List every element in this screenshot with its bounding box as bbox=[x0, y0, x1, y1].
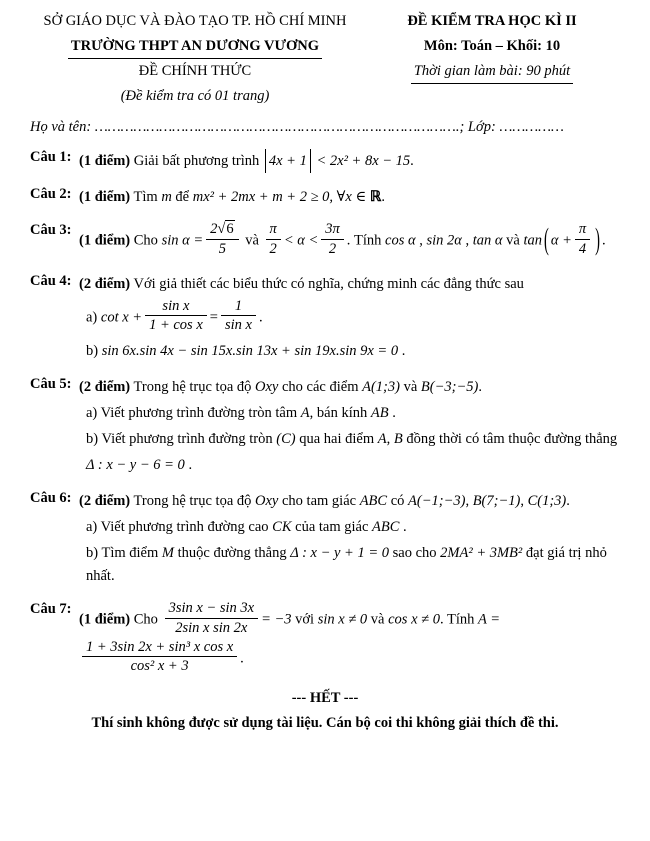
department-name: SỞ GIÁO DỤC VÀ ĐÀO TẠO TP. HỒ CHÍ MINH bbox=[43, 13, 347, 29]
text: Cho bbox=[133, 232, 158, 249]
point-C: C(1;3) bbox=[527, 493, 567, 510]
line-delta-equation: Δ : x − y + 1 = 0 bbox=[290, 544, 390, 561]
fraction-3pi-over-2 bbox=[321, 221, 344, 257]
question-5 bbox=[30, 376, 626, 477]
text: cho tam giác bbox=[281, 493, 357, 510]
center-A: A bbox=[300, 404, 310, 421]
question-1-number: Câu 1: bbox=[30, 149, 72, 165]
question-5-number: Câu 5: bbox=[30, 376, 72, 393]
comma: , bbox=[419, 232, 423, 249]
sin-2alpha: sin 2α bbox=[426, 232, 462, 249]
text: Viết phương trình đường tròn tâm bbox=[100, 404, 298, 421]
period: . bbox=[403, 518, 407, 535]
tan-alpha: tan α bbox=[472, 232, 503, 249]
triangle-ABC: ABC bbox=[359, 493, 388, 510]
question-2 bbox=[30, 186, 626, 208]
point-A: A bbox=[377, 430, 387, 447]
point-A: A(−1;−3) bbox=[408, 493, 466, 510]
circle-C: (C) bbox=[276, 430, 296, 447]
fraction-numerator: π bbox=[266, 221, 281, 240]
altitude-CK: CK bbox=[272, 518, 292, 535]
header-left-block bbox=[34, 9, 356, 109]
question-6-points: (2 điểm) bbox=[79, 493, 131, 510]
text: và bbox=[506, 232, 520, 249]
question-6-body bbox=[79, 490, 626, 588]
point-B: B(−3;−5) bbox=[420, 379, 479, 396]
fraction-denominator: 5 bbox=[218, 240, 226, 257]
fraction-denominator: 1 + cos x bbox=[149, 317, 203, 334]
fraction-1-over-sinx bbox=[221, 298, 256, 334]
fraction-numerator: 3π bbox=[321, 221, 344, 240]
equals-sign: = bbox=[209, 309, 218, 326]
cosx-nonzero: cos x ≠ 0 bbox=[388, 611, 440, 628]
question-2-points: (1 điểm) bbox=[79, 189, 131, 206]
comma: , bbox=[465, 232, 470, 249]
text: , bán kính bbox=[309, 404, 368, 421]
question-4b bbox=[86, 340, 626, 363]
question-4 bbox=[30, 273, 626, 363]
question-2-body bbox=[79, 186, 626, 208]
question-6-intro bbox=[79, 490, 626, 512]
question-1-text bbox=[79, 149, 626, 173]
question-4-intro bbox=[79, 273, 626, 295]
school-name-line bbox=[34, 34, 356, 59]
fraction-denominator: 2 bbox=[328, 240, 337, 257]
fraction-sinx-over-1pluscosx bbox=[145, 298, 207, 334]
text: Cho bbox=[133, 611, 158, 628]
question-1-inequality: < 2x² + 8x − 15 bbox=[316, 153, 411, 169]
quadratic-inequality: mx² + 2mx + m + 2 ≥ 0, ∀x ∈ bbox=[192, 189, 367, 206]
item-label: b) bbox=[86, 430, 99, 447]
text: Viết phương trình đường cao bbox=[100, 518, 269, 535]
line-delta-equation: Δ : x − y − 6 = 0 bbox=[86, 457, 185, 474]
question-1 bbox=[30, 149, 626, 173]
exam-title: ĐỀ KIỂM TRA HỌC KÌ II bbox=[407, 13, 577, 29]
text: đạt giá trị nhỏ nhất. bbox=[86, 544, 607, 585]
question-6 bbox=[30, 490, 626, 588]
sin-alpha-equals: sin α = bbox=[161, 232, 204, 249]
point-B: B bbox=[393, 430, 403, 447]
point-M: M bbox=[161, 544, 174, 561]
duration-text: Thời gian làm bài: 90 phút bbox=[411, 60, 573, 84]
question-3 bbox=[30, 222, 626, 260]
period: . bbox=[401, 343, 406, 360]
text: Trong hệ trục tọa độ bbox=[133, 493, 252, 510]
period: . bbox=[381, 189, 385, 206]
period: . bbox=[566, 493, 570, 510]
item-label: b) bbox=[86, 343, 99, 360]
period: . bbox=[392, 404, 396, 421]
school-name: TRƯỜNG THPT AN DƯƠNG VƯƠNG bbox=[68, 35, 322, 59]
fraction-denominator: cos² x + 3 bbox=[130, 658, 189, 675]
point-A: A(1;3) bbox=[362, 379, 400, 396]
equals-minus-3: = −3 bbox=[261, 611, 292, 628]
radius-AB: AB bbox=[370, 404, 389, 421]
question-5-points: (2 điểm) bbox=[79, 379, 131, 396]
question-6a bbox=[86, 516, 626, 539]
comma: , bbox=[386, 430, 391, 447]
name-fill-dots: ………………………………………………………………………… bbox=[94, 119, 456, 135]
question-7-number: Câu 7: bbox=[30, 601, 72, 618]
item-label: a) bbox=[86, 518, 98, 535]
question-7-text bbox=[79, 601, 626, 678]
duration-line bbox=[356, 59, 628, 84]
name-separator: .; bbox=[455, 119, 465, 135]
text: và bbox=[245, 232, 259, 249]
text: thuộc đường thẳng bbox=[177, 544, 287, 561]
period: . bbox=[602, 232, 606, 249]
question-4-number: Câu 4: bbox=[30, 273, 72, 290]
question-1-points: (1 điểm) bbox=[79, 153, 131, 169]
question-2-text bbox=[79, 186, 626, 208]
oxy-system: Oxy bbox=[255, 379, 279, 396]
absolute-value-expression: 4x + 1 bbox=[265, 149, 311, 173]
question-3-text bbox=[79, 222, 626, 260]
question-6b bbox=[86, 542, 626, 588]
oxy-system: Oxy bbox=[255, 493, 279, 510]
fraction-numerator bbox=[206, 221, 238, 240]
text: đồng thời có tâm thuộc đường thẳng bbox=[406, 430, 618, 447]
alpha-plus: α + bbox=[550, 232, 572, 249]
point-B: B(7;−1) bbox=[472, 493, 521, 510]
variable-m: m bbox=[161, 189, 172, 206]
exam-rules-note: Thí sinh không được sử dụng tài liệu. Cán bộ coi thi không giải thích đề thi. bbox=[91, 715, 559, 732]
question-4-points: (2 điểm) bbox=[79, 276, 131, 293]
tan-function: tan bbox=[523, 232, 543, 249]
item-label: a) bbox=[86, 309, 98, 326]
question-3-points: (1 điểm) bbox=[79, 232, 131, 249]
cot-x-plus: cot x + bbox=[100, 309, 143, 326]
real-number-set-symbol: ℝ bbox=[369, 189, 382, 206]
question-7-points: (1 điểm) bbox=[79, 611, 131, 628]
text: Tìm điểm bbox=[101, 544, 159, 561]
text: của tam giác bbox=[295, 518, 369, 535]
student-info-line bbox=[0, 109, 650, 136]
subject-grade: Môn: Toán – Khối: 10 bbox=[423, 38, 561, 54]
comma: , bbox=[520, 493, 524, 510]
radical-sign: √ bbox=[217, 220, 226, 237]
question-list bbox=[0, 149, 650, 678]
question-4a bbox=[86, 299, 626, 337]
question-5b-line2 bbox=[86, 454, 626, 477]
period: . bbox=[240, 650, 244, 667]
fraction-pi-over-4 bbox=[575, 221, 590, 257]
item-label: a) bbox=[86, 404, 98, 421]
text: với bbox=[295, 611, 315, 628]
fraction-denominator: sin x bbox=[224, 317, 252, 334]
page-header bbox=[0, 0, 650, 109]
fraction-denominator: 2sin x sin 2x bbox=[175, 620, 248, 637]
text: qua hai điểm bbox=[299, 430, 375, 447]
triangle-ABC: ABC bbox=[372, 518, 400, 535]
text: . Tính bbox=[346, 232, 382, 249]
alpha-bounds: < α < bbox=[283, 232, 319, 249]
fraction-denominator: 4 bbox=[578, 240, 587, 257]
text: Với giả thiết các biểu thức có nghĩa, chứng minh các đẳng thức sau bbox=[133, 276, 524, 293]
expression-2MA2-3MB2: 2MA² + 3MB² bbox=[440, 544, 523, 561]
question-5b bbox=[86, 428, 626, 451]
header-right-block bbox=[356, 9, 628, 109]
cos-alpha: cos α bbox=[385, 232, 416, 249]
question-7 bbox=[30, 601, 626, 678]
question-4-body bbox=[79, 273, 626, 363]
page-count-note: (Đề kiểm tra có 01 trang) bbox=[120, 88, 270, 104]
end-marker: --- HẾT --- bbox=[291, 690, 359, 707]
text: Viết phương trình đường tròn bbox=[101, 430, 273, 447]
name-label: Họ và tên: bbox=[30, 119, 92, 135]
period: . bbox=[258, 309, 263, 326]
text: và bbox=[370, 611, 385, 628]
A-equals: A = bbox=[477, 611, 500, 628]
fraction-numerator: 1 + 3sin 2x + sin³ x cos x bbox=[82, 639, 237, 658]
fraction-2sqrt6-over-5 bbox=[206, 221, 238, 257]
right-parenthesis: ) bbox=[595, 223, 600, 258]
fraction-numerator: 3sin x − sin 3x bbox=[165, 600, 259, 619]
question-7-body bbox=[79, 601, 626, 678]
left-parenthesis: ( bbox=[544, 223, 549, 258]
question-3-number: Câu 3: bbox=[30, 221, 72, 238]
period: . bbox=[188, 457, 193, 474]
text: Tìm bbox=[133, 189, 158, 206]
question-5-body bbox=[79, 376, 626, 477]
question-5a bbox=[86, 402, 626, 425]
fraction-denominator: 2 bbox=[269, 240, 277, 257]
radicand: 6 bbox=[226, 220, 234, 237]
fraction-pi-over-2 bbox=[266, 221, 281, 257]
text: và bbox=[403, 379, 418, 396]
comma: , bbox=[465, 493, 470, 510]
class-fill-dots: …………… bbox=[499, 119, 564, 135]
fraction-A-expression bbox=[82, 639, 237, 675]
fraction-given bbox=[165, 600, 259, 636]
period: . bbox=[478, 379, 482, 396]
product-identity: sin 6x.sin 4x − sin 15x.sin 13x + sin 19x.sin 9x = 0 bbox=[101, 343, 399, 360]
period: . bbox=[410, 153, 414, 169]
fraction-numerator: 1 bbox=[221, 298, 256, 317]
text: sao cho bbox=[392, 544, 437, 561]
text: có bbox=[390, 493, 405, 510]
fraction-numerator: sin x bbox=[145, 298, 207, 317]
question-2-number: Câu 2: bbox=[30, 186, 72, 203]
exam-status: ĐỀ CHÍNH THỨC bbox=[138, 63, 252, 79]
text: . Tính bbox=[439, 611, 475, 628]
coefficient: 2 bbox=[210, 220, 218, 237]
question-5-intro bbox=[79, 376, 626, 398]
question-1-body bbox=[79, 149, 626, 173]
class-label: Lớp: bbox=[467, 119, 496, 135]
question-1-lead: Giải bất phương trình bbox=[133, 153, 260, 169]
question-3-body bbox=[79, 222, 626, 260]
item-label: b) bbox=[86, 544, 99, 561]
fraction-numerator: π bbox=[575, 221, 590, 240]
sinx-nonzero: sin x ≠ 0 bbox=[317, 611, 368, 628]
text: cho các điểm bbox=[281, 379, 359, 396]
text: Trong hệ trục tọa độ bbox=[133, 379, 252, 396]
text: để bbox=[175, 189, 190, 206]
question-6-number: Câu 6: bbox=[30, 490, 72, 507]
